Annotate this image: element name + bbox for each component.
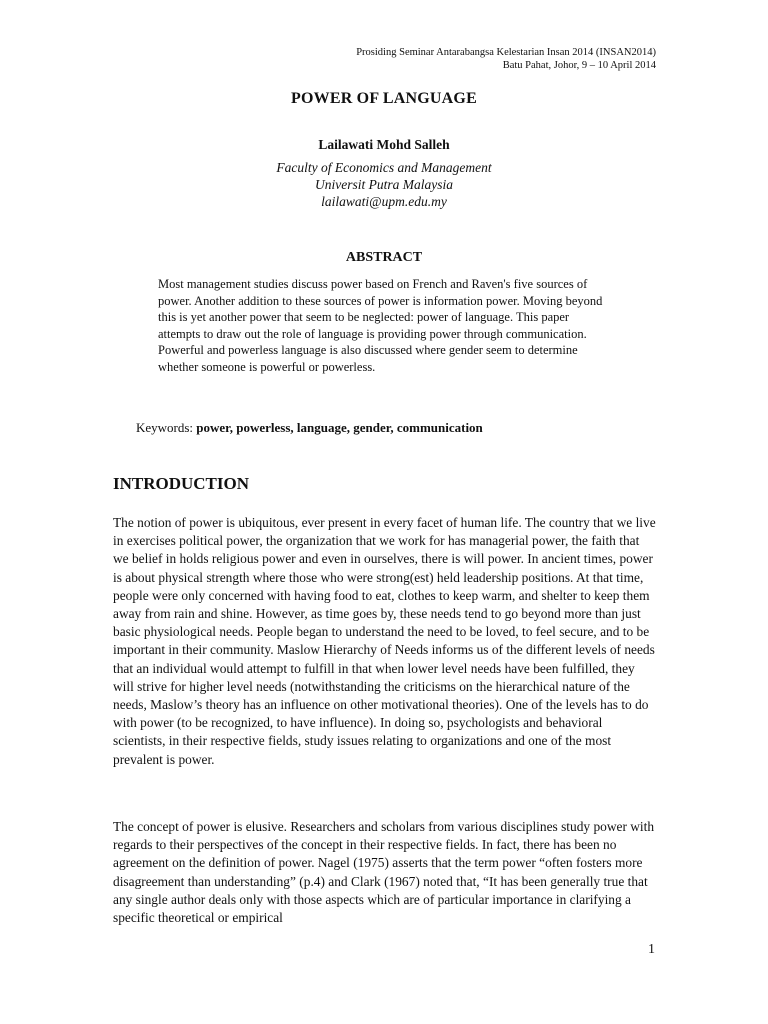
running-header-line-1: Prosiding Seminar Antarabangsa Kelestarian Insan 2014 (INSAN2014) <box>356 47 656 58</box>
introduction-heading: INTRODUCTION <box>113 474 250 493</box>
abstract-body: Most management studies discuss power based on French and Raven's five sources of power. Another addition to these sources of power is information power. Moving beyond this is yet another power that seem to be neglected: power of language. This paper attempts to draw out the role of language is providing power through communication. Powerful and powerless language is also discussed where gender seem to determine whether someone is powerful or powerless. <box>158 277 603 374</box>
running-header <box>356 46 656 72</box>
keywords-label: Keywords: <box>136 420 194 435</box>
abstract-heading: ABSTRACT <box>345 250 423 265</box>
keywords-values: power, powerless, language, gender, communication <box>196 420 483 435</box>
author-university: Universit Putra Malaysia <box>315 177 453 192</box>
author-block <box>0 136 768 210</box>
author-faculty: Faculty of Economics and Management <box>276 160 492 175</box>
running-header-line-2: Batu Pahat, Johor, 9 – 10 April 2014 <box>502 60 656 71</box>
introduction-paragraph-2: The concept of power is elusive. Researchers and scholars from various disciplines study power with regards to their perspectives of the concept in their respective fields. In fact, there has been no agreement on the definition of power. Nagel (1975) asserts that the term power “often fosters more disagreement than understanding” (p.4) and Clark (1967) noted that, “It has been generally true that any single author deals only with those aspects which are of particular importance in clarifying a specific theoretical or empirical <box>113 819 655 926</box>
page-number: 1 <box>648 942 655 957</box>
author-name: Lailawati Mohd Salleh <box>318 137 450 152</box>
author-email: lailawati@upm.edu.my <box>321 194 447 209</box>
introduction-paragraph-1: The notion of power is ubiquitous, ever present in every facet of human life. The country that we live in exercises political power, the organization that we work for has managerial power, the faith that we belief in holds religious power and even in ourselves, there is will power. In ancient times, power is about physical strength where those who were strong(est) held leadership positions. At that time, people were only concerned with having food to eat, clothes to keep warm, and shelter to keep them away from rain and shine. However, as time goes by, these needs tend to go beyond more than just basic physiological needs. People began to understand the need to be loved, to feel secure, and to be important in their community. Maslow Hierarchy of Needs informs us of the different levels of needs that an individual would attempt to fulfill in that when lower level needs have been fulfilled, they will strive for higher level needs (notwithstanding the criticisms on the hierarchical nature of the needs, Maslow’s theory has an influence on other motivational theories). One of the levels has to do with power (to be recognized, to have influence). In doing so, psychologists and behavioral scientists, in their respective fields, study issues relating to organizations and one of the most prevalent is power. <box>113 515 656 767</box>
keywords-line <box>136 420 483 436</box>
paper-title: POWER OF LANGUAGE <box>291 90 477 107</box>
